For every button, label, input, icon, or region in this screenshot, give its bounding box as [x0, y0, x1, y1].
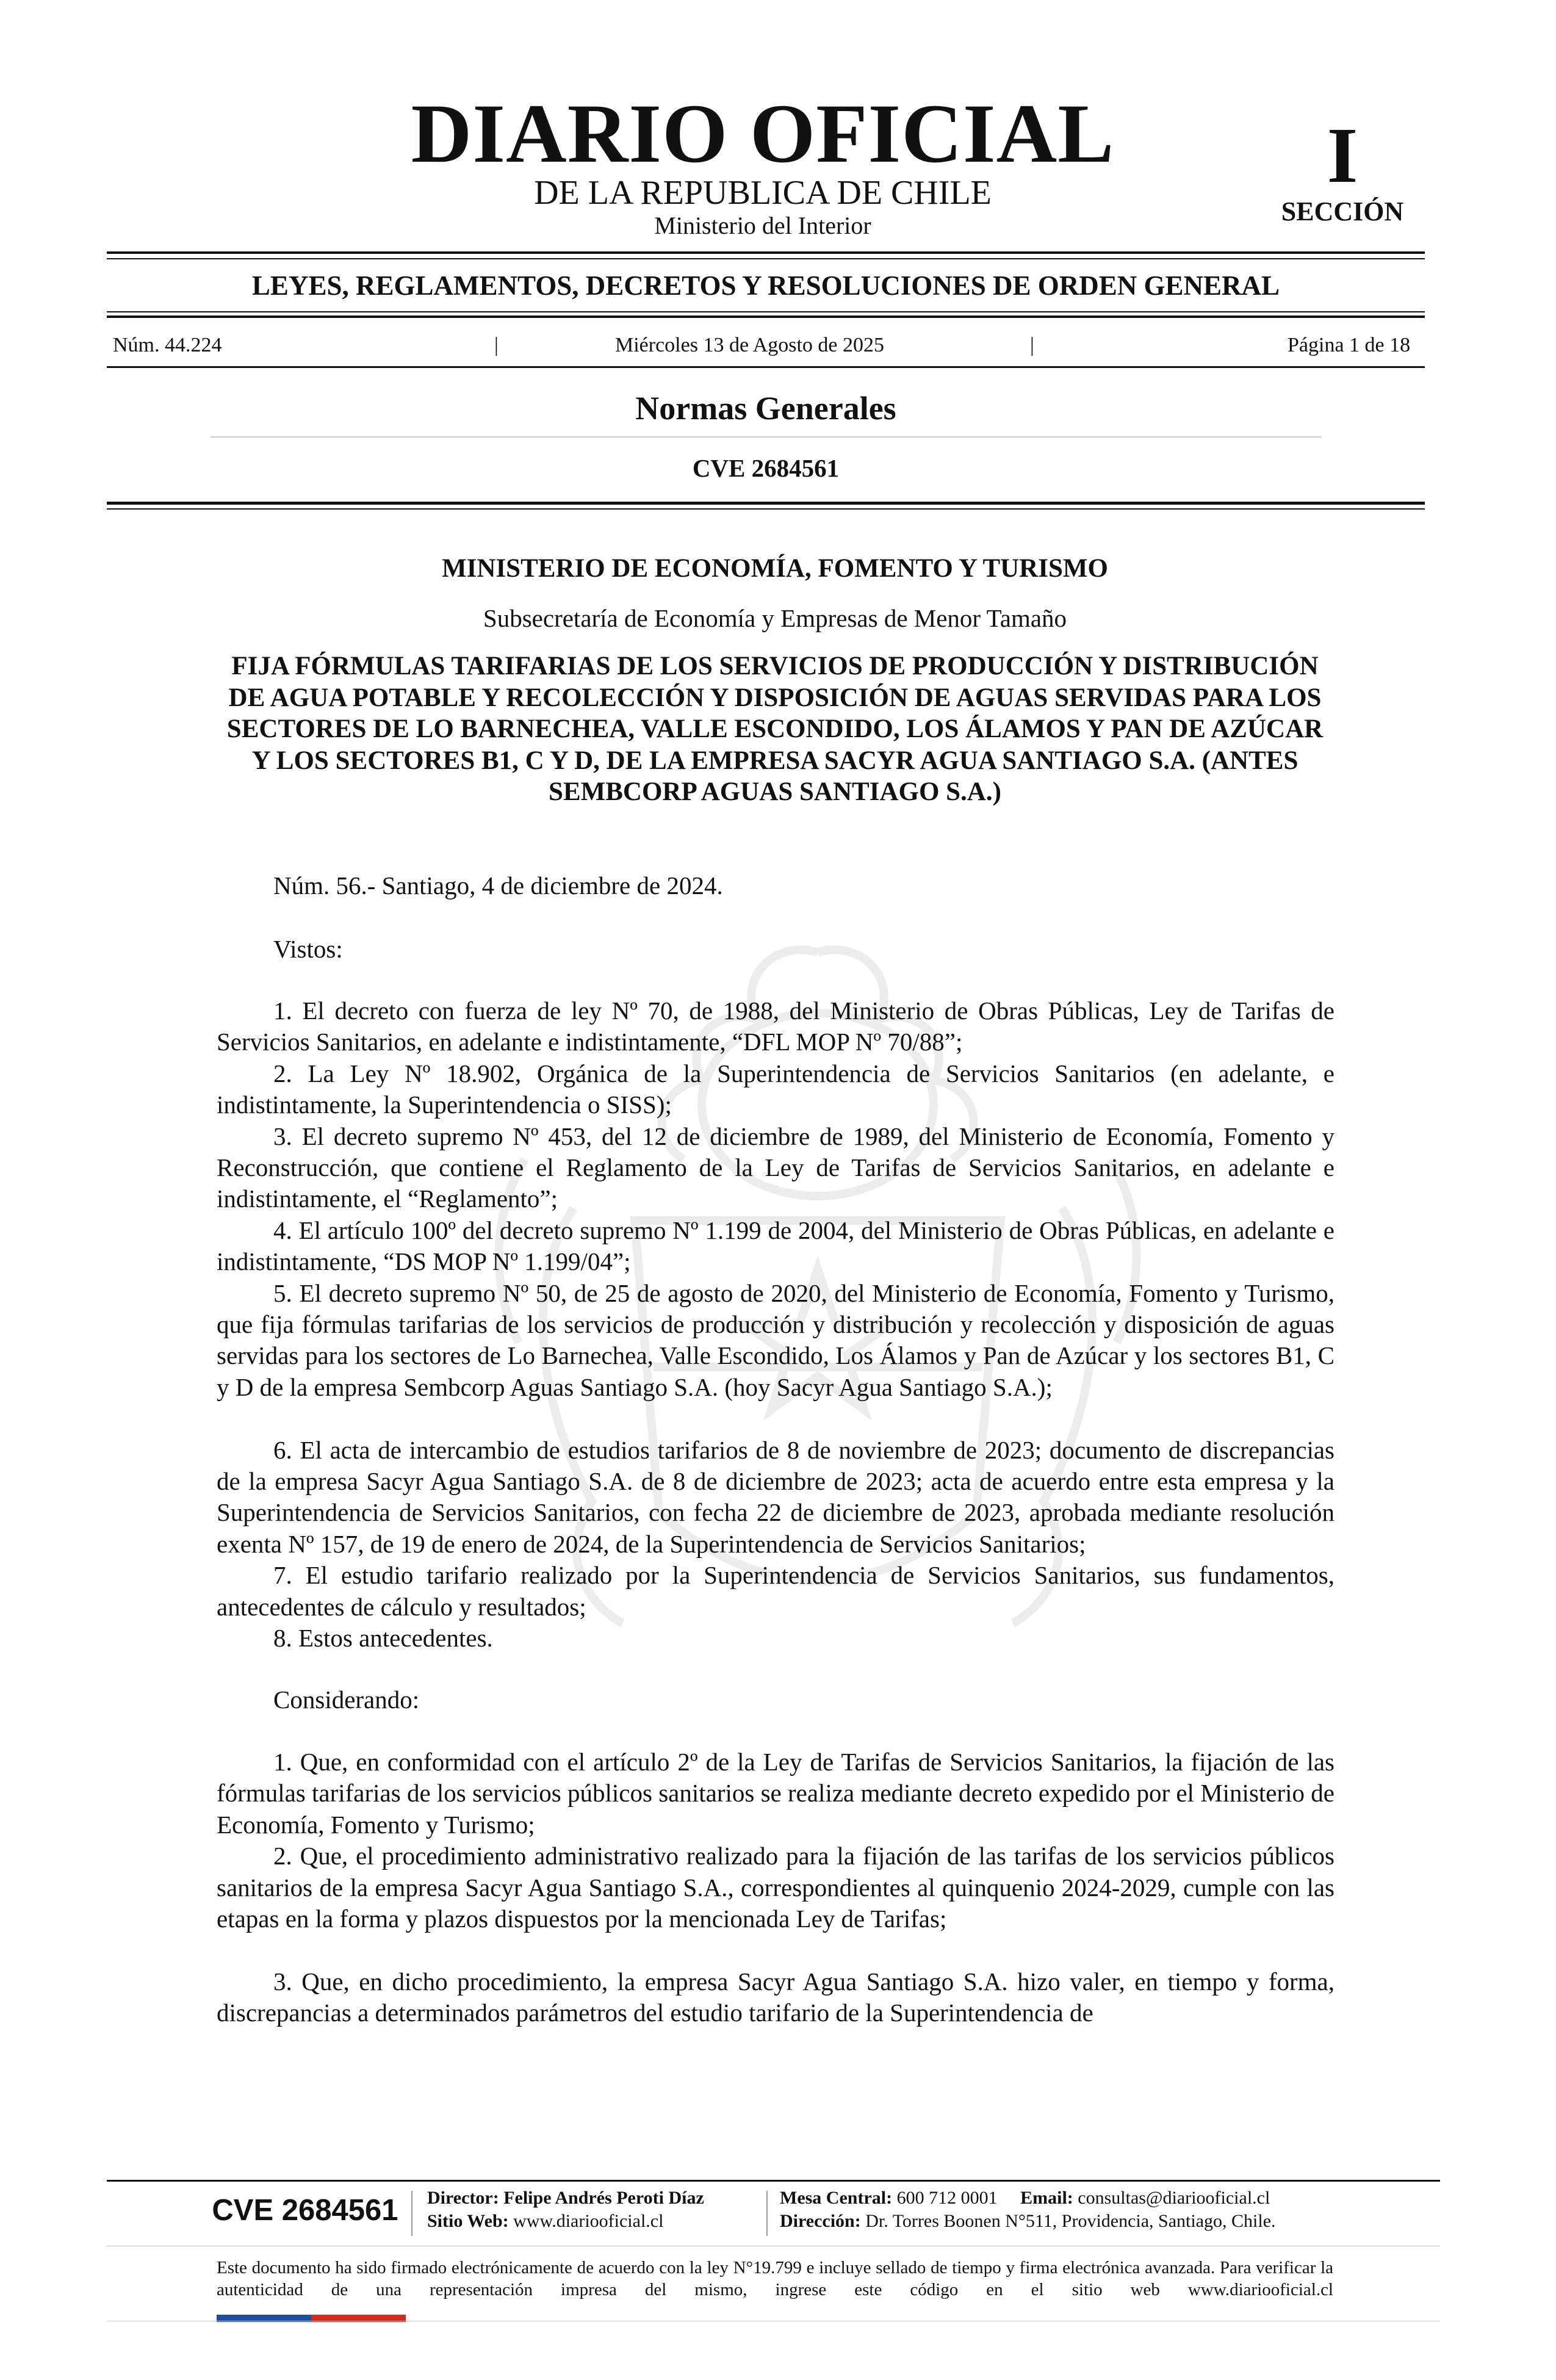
- site-label: Sitio Web:: [427, 2211, 509, 2231]
- section-title-underline: [211, 436, 1321, 438]
- email-label: Email:: [1020, 2188, 1073, 2208]
- footer-divider: [411, 2191, 412, 2236]
- email-link[interactable]: consultas@diariooficial.cl: [1078, 2188, 1270, 2208]
- ministry-line: Ministerio del Interior: [654, 212, 871, 239]
- issue-number: Núm. 44.224: [113, 334, 222, 356]
- cve-code: CVE 2684561: [692, 454, 840, 482]
- vistos-item: 6. El acta de intercambio de estudios tarifarios de 8 de noviembre de 2023; documento de discrepancias de la empresa Sacyr Agua Santiago S.A. de 8 de diciembre de 2023; acta de acuerdo entre esta empresa y la Superintendencia de Servicios Sanitarios, con fecha 22 de diciembre de 2023, aprobada mediante resolución exenta Nº 157, de 19 de enero de 2024, de la Superintendencia de Servicios Sanitarios;: [217, 1435, 1334, 1558]
- issue-separator: |: [1030, 334, 1034, 356]
- address-label: Dirección:: [780, 2211, 861, 2231]
- phone-label: Mesa Central:: [780, 2188, 893, 2208]
- considerando-item: 1. Que, en conformidad con el artículo 2º de la Ley de Tarifas de Servicios Sanitarios, la fijación de las fórmulas tarifarias de los servicios públicos sanitarios se realiza mediante decreto expedido por el Ministerio de Economía, Fomento y Turismo;: [217, 1748, 1334, 1839]
- site-link[interactable]: www.diariooficial.cl: [513, 2211, 664, 2231]
- issue-rule: [107, 366, 1425, 368]
- phone-number: 600 712 0001: [896, 2188, 998, 2208]
- footer-contact-left: [427, 2187, 704, 2233]
- considerando-heading: Considerando:: [273, 1686, 420, 1714]
- issuing-ministry: MINISTERIO DE ECONOMÍA, FOMENTO Y TURISMO: [442, 554, 1108, 583]
- header-bottom-rule: [107, 502, 1425, 505]
- issue-date: Miércoles 13 de Agosto de 2025: [615, 334, 884, 356]
- subtitle-rule-thin: [107, 311, 1425, 312]
- vistos-heading: Vistos:: [273, 935, 343, 963]
- publication-subtitle: LEYES, REGLAMENTOS, DECRETOS Y RESOLUCIONES DE ORDEN GENERAL: [251, 270, 1280, 301]
- considerando-item: 2. Que, el procedimiento administrativo realizado para la fijación de las tarifas de los servicios públicos sanitarios de la empresa Sacyr Agua Santiago S.A., correspondientes al quinquenio 2024-2029, cumple con las etapas en la forma y plazos dispuestos por la mencionada Ley de Tarifas;: [217, 1842, 1334, 1933]
- footer-cve-code: CVE 2684561: [212, 2194, 398, 2227]
- section-number: I: [1327, 112, 1358, 200]
- vistos-item: 7. El estudio tarifario realizado por la Superintendencia de Servicios Sanitarios, sus fundamentos, antecedentes de cálculo y resultados;: [217, 1561, 1334, 1621]
- vistos-item: 1. El decreto con fuerza de ley Nº 70, de 1988, del Ministerio de Obras Públicas, Ley de Tarifas de Servicios Sanitarios, en adelante e indistintamente, “DFL MOP Nº 70/88”;: [217, 997, 1334, 1056]
- footer-contact-right: [780, 2187, 1276, 2233]
- issue-separator: |: [494, 334, 499, 356]
- decree-title: FIJA FÓRMULAS TARIFARIAS DE LOS SERVICIOS DE PRODUCCIÓN Y DISTRIBUCIÓN DE AGUA POTABLE Y RECOLECCIÓN Y DISPOSICIÓN DE AGUAS SERVIDAS PARA LOS SECTORES DE LO BARNECHEA, VALLE ESCONDIDO, LOS ÁLAMOS Y PAN DE AZÚCAR Y LOS SECTORES B1, C Y D, DE LA EMPRESA SACYR AGUA SANTIAGO S.A. (ANTES SEMBCORP AGUAS SANTIAGO S.A.): [226, 652, 1324, 806]
- header-bottom-rule-thin: [107, 508, 1425, 510]
- director-label: Director:: [427, 2188, 499, 2208]
- digital-signature-note: Este documento ha sido firmado electrónicamente de acuerdo con la ley N°19.799 e incluye sellado de tiempo y firma electrónica avanzada. Para verificar la autenticidad de una representación impresa del mismo, ingrese este código en el sitio web www.diariooficial.cl: [217, 2258, 1333, 2299]
- vistos-item: 3. El decreto supremo Nº 453, del 12 de diciembre de 1989, del Ministerio de Economía, Fomento y Reconstrucción, que contiene el Reglamento de la Ley de Tarifas de Servicios Sanitarios, en adelante e indistintamente, el “Reglamento”;: [217, 1122, 1334, 1213]
- footer-rule: [107, 2180, 1440, 2182]
- masthead-rule-top: [107, 251, 1425, 254]
- section-title: Normas Generales: [635, 390, 896, 427]
- director-name: Felipe Andrés Peroti Díaz: [503, 2188, 704, 2208]
- subtitle-rule: [107, 316, 1425, 318]
- masthead-rule-thin: [107, 258, 1425, 259]
- decree-number-line: Núm. 56.- Santiago, 4 de diciembre de 2024.: [273, 871, 723, 900]
- newspaper-subtitle: DE LA REPUBLICA DE CHILE: [534, 174, 992, 212]
- undersecretariat: Subsecretaría de Economía y Empresas de Menor Tamaño: [483, 604, 1067, 632]
- section-label: SECCIÓN: [1281, 197, 1404, 226]
- page-indicator: Página 1 de 18: [1288, 334, 1411, 356]
- newspaper-title: DIARIO OFICIAL: [411, 87, 1115, 180]
- vistos-item: 8. Estos antecedentes.: [273, 1624, 493, 1652]
- considerando-item: 3. Que, en dicho procedimiento, la empresa Sacyr Agua Santiago S.A. hizo valer, en tiempo y forma, discrepancias a determinados parámetros del estudio tarifario de la Superintendencia de: [217, 1967, 1334, 2027]
- vistos-item: 2. La Ley Nº 18.902, Orgánica de la Superintendencia de Servicios Sanitarios (en adelante, e indistintamente, la Superintendencia o SISS);: [217, 1059, 1334, 1119]
- vistos-item: 5. El decreto supremo Nº 50, de 25 de agosto de 2020, del Ministerio de Economía, Fomento y Turismo, que fija fórmulas tarifarias de los servicios de producción y distribución y recolección y disposición de aguas servidas para los sectores de Lo Barnechea, Valle Escondido, Los Álamos y Pan de Azúcar y los sectores B1, C y D de la empresa Sembcorp Aguas Santiago S.A. (hoy Sacyr Agua Santiago S.A.);: [217, 1278, 1334, 1401]
- vistos-item: 4. El artículo 100º del decreto supremo Nº 1.199 de 2004, del Ministerio de Obras Públicas, en adelante e indistintamente, “DS MOP Nº 1.199/04”;: [217, 1216, 1334, 1276]
- address: Dr. Torres Boonen N°511, Providencia, Santiago, Chile.: [865, 2211, 1276, 2231]
- footer-divider: [766, 2191, 768, 2236]
